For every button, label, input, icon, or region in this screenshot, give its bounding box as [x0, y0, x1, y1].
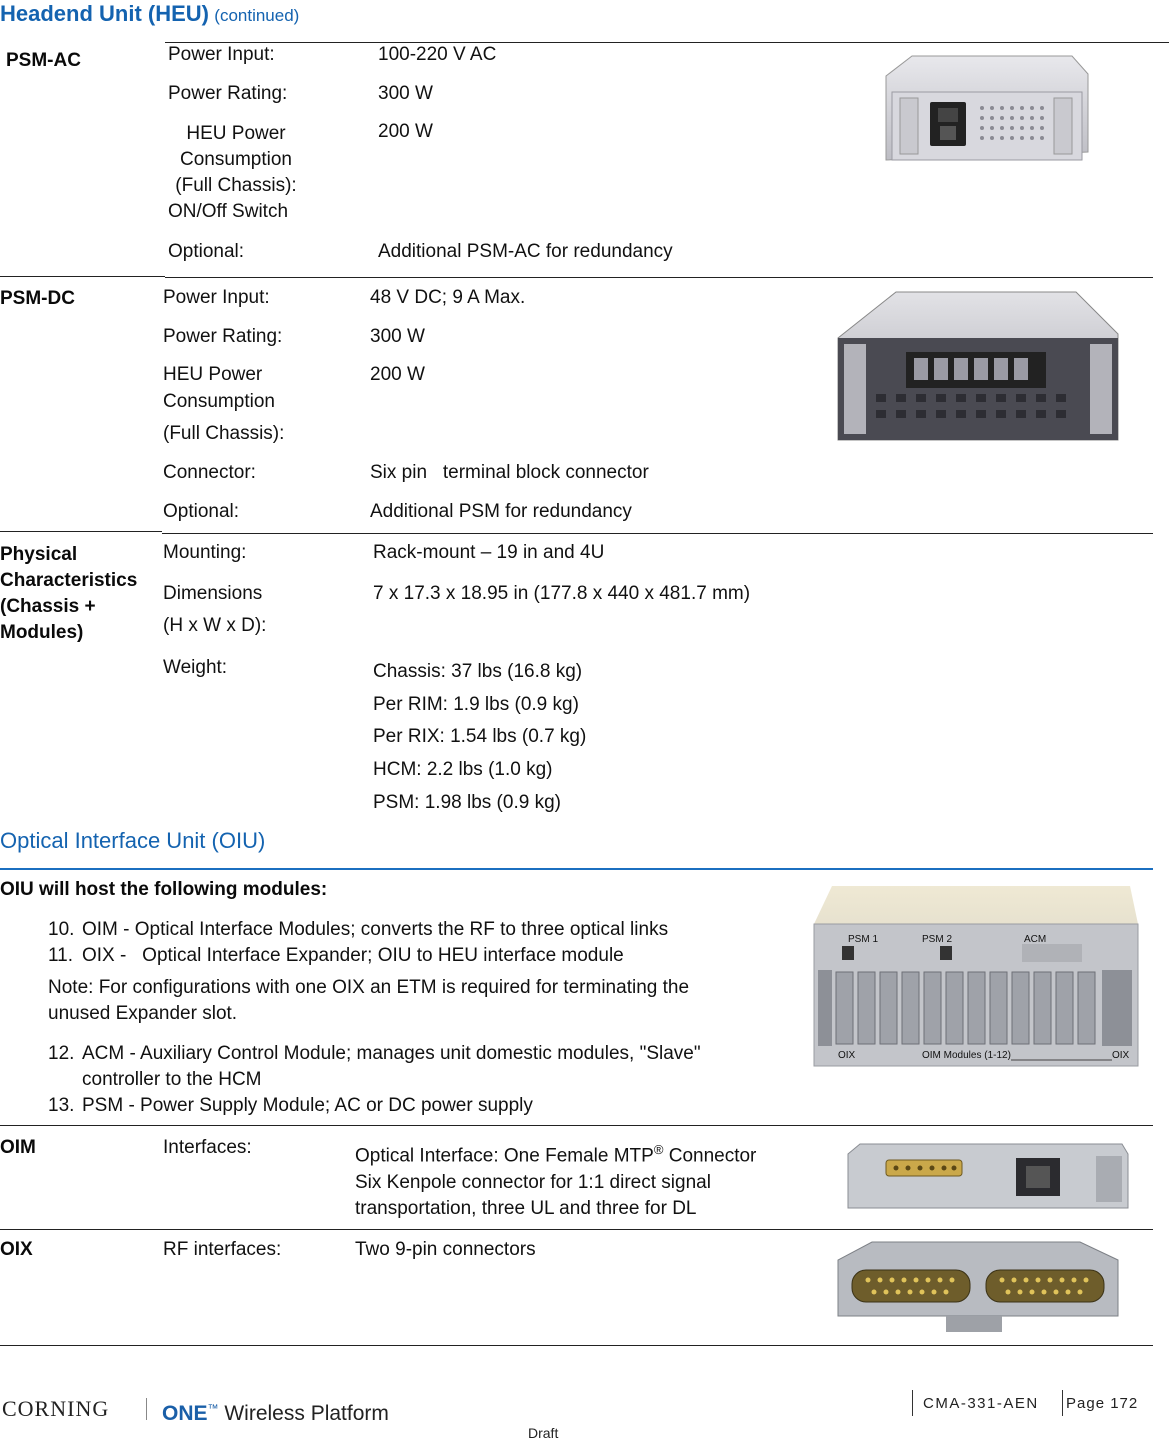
- oix-value: Two 9-pin connectors: [355, 1239, 536, 1260]
- psm-dc-key: Power Rating:: [163, 326, 283, 347]
- psm-dc-label: PSM-DC: [0, 288, 75, 309]
- dimensions-key: (H x W x D):: [163, 615, 267, 636]
- psm-dc-key: Consumption: [163, 391, 275, 412]
- mounting-key: Mounting:: [163, 542, 247, 563]
- oiu-item-num: 11.: [48, 945, 74, 966]
- psm-ac-photo: [882, 52, 1090, 164]
- psm-dc-key: Power Input:: [163, 287, 270, 308]
- psm-dc-bottom-rule: [162, 533, 1153, 534]
- oim-value: Six Kenpole connector for 1:1 direct signal: [355, 1172, 711, 1193]
- psm-dc-value: 300 W: [370, 326, 425, 347]
- corning-logo: CORNING: [2, 1396, 110, 1421]
- platform-logo: [162, 1396, 389, 1427]
- psm-dc-left-rule: [0, 531, 162, 532]
- oiu-item-num: 10.: [48, 919, 75, 940]
- psm-dc-value: Additional PSM for redundancy: [370, 501, 632, 522]
- oiu-photo-label: OIX: [1112, 1050, 1130, 1061]
- physical-label: [0, 542, 137, 646]
- footer-divider: [1062, 1390, 1063, 1416]
- mounting-value: Rack-mount – 19 in and 4U: [373, 542, 605, 563]
- oix-key: RF interfaces:: [163, 1239, 282, 1260]
- oix-label: OIX: [0, 1239, 33, 1260]
- oiu-item-text: ACM - Auxiliary Control Module; manages unit domestic modules, "Slave": [82, 1043, 701, 1064]
- oix-top-rule: [0, 1229, 1153, 1230]
- physical-label-line: Characteristics: [0, 570, 138, 591]
- psm-ac-value: Additional PSM-AC for redundancy: [378, 241, 673, 262]
- weight-value: Per RIM: 1.9 lbs (0.9 kg): [373, 693, 579, 715]
- oiu-photo: [812, 884, 1140, 1068]
- physical-label-line: Modules): [0, 622, 84, 643]
- oim-value-text: Connector: [663, 1145, 757, 1167]
- oim-top-rule: [0, 1125, 1153, 1126]
- psm-dc-key: HEU Power: [163, 364, 263, 385]
- psm-ac-value: 200 W: [378, 121, 433, 142]
- oiu-item-text: OIX - Optical Interface Expander; OIU to HEU interface module: [82, 945, 624, 966]
- oim-photo: [846, 1142, 1130, 1212]
- oim-key: Interfaces:: [163, 1137, 252, 1158]
- header-title: Headend Unit (HEU): [0, 1, 209, 26]
- oiu-photo-label: OIX: [838, 1050, 856, 1061]
- oiu-item-num: 12.: [48, 1043, 75, 1064]
- psm-ac-top-rule: [165, 42, 1169, 43]
- registered-mark: ®: [653, 1142, 664, 1157]
- oiu-title-rule: [0, 868, 1153, 870]
- platform-one: ONE: [162, 1402, 208, 1425]
- psm-dc-key: (Full Chassis):: [163, 423, 285, 444]
- psm-ac-key: ON/Off Switch: [168, 201, 289, 222]
- doc-number: CMA-331-AEN: [923, 1395, 1039, 1412]
- dimensions-value: 7 x 17.3 x 18.95 in (177.8 x 440 x 481.7 mm): [373, 583, 751, 604]
- psm-ac-bottom-rule: [165, 277, 1153, 278]
- psm-ac-key-line: Consumption: [180, 149, 292, 170]
- weight-value: PSM: 1.98 lbs (0.9 kg): [373, 791, 561, 813]
- weight-key: Weight:: [163, 657, 228, 678]
- oiu-photo-label: ACM: [1024, 934, 1047, 945]
- footer-divider: [912, 1390, 913, 1416]
- psm-dc-key: Optional:: [163, 501, 240, 522]
- oiu-item-text: OIM - Optical Interface Modules; converts the RF to three optical links: [82, 919, 669, 940]
- oim-value-text: Optical Interface: One Female MTP: [355, 1145, 654, 1167]
- weight-value: Chassis: 37 lbs (16.8 kg): [373, 661, 583, 682]
- psm-ac-key-line: HEU Power: [186, 123, 286, 144]
- oiu-note: unused Expander slot.: [48, 1003, 238, 1024]
- oiu-item-num: 13.: [48, 1095, 75, 1116]
- psm-ac-label: PSM-AC: [6, 50, 81, 71]
- weight-value: HCM: 2.2 lbs (1.0 kg): [373, 759, 553, 781]
- oiu-item-text: PSM - Power Supply Module; AC or DC power supply: [82, 1095, 533, 1116]
- oiu-item-text: controller to the HCM: [82, 1069, 262, 1090]
- physical-label-line: (Chassis +: [0, 596, 96, 617]
- oiu-photo-label: PSM 1: [848, 934, 879, 945]
- page-header: [0, 2, 299, 28]
- oix-bottom-rule: [0, 1345, 1153, 1346]
- oiu-subtitle: OIU will host the following modules:: [0, 879, 328, 900]
- psm-ac-value: 300 W: [378, 83, 433, 104]
- psm-dc-value: Six pin terminal block connector: [370, 462, 649, 483]
- psm-ac-key: Optional:: [168, 241, 245, 262]
- psm-ac-value: 100-220 V AC: [378, 44, 497, 65]
- oim-label: OIM: [0, 1137, 36, 1158]
- oix-photo: [836, 1240, 1120, 1334]
- psm-ac-left-rule: [0, 276, 165, 277]
- dimensions-key: Dimensions: [163, 583, 263, 604]
- psm-dc-value: 48 V DC; 9 A Max.: [370, 287, 526, 308]
- psm-ac-key: Power Input:: [168, 44, 275, 65]
- draft-mark: Draft: [528, 1425, 559, 1441]
- psm-ac-key-line: (Full Chassis):: [175, 175, 297, 196]
- weight-value: Per RIX: 1.54 lbs (0.7 kg): [373, 726, 587, 748]
- platform-rest: Wireless Platform: [218, 1402, 389, 1425]
- psm-dc-key: Connector:: [163, 462, 256, 483]
- oiu-note: Note: For configurations with one OIX an ETM is required for terminating the: [48, 977, 690, 998]
- oim-value: transportation, three UL and three for DL: [355, 1198, 697, 1219]
- logo-divider: [146, 1398, 147, 1420]
- weight-values: [373, 656, 586, 820]
- psm-ac-key: [166, 121, 306, 199]
- oim-value: [355, 1139, 756, 1167]
- header-continued: (continued): [214, 6, 300, 25]
- tm-mark: ™: [207, 1403, 219, 1415]
- oiu-title: Optical Interface Unit (OIU): [0, 828, 266, 853]
- psm-dc-value: 200 W: [370, 364, 425, 385]
- oiu-photo-label: OIM Modules (1-12): [922, 1050, 1011, 1061]
- physical-label-line: Physical: [0, 544, 78, 565]
- page-number: Page 172: [1066, 1395, 1139, 1412]
- psm-ac-key: Power Rating:: [168, 83, 288, 104]
- oiu-photo-label: PSM 2: [922, 934, 953, 945]
- psm-dc-photo: [836, 290, 1120, 442]
